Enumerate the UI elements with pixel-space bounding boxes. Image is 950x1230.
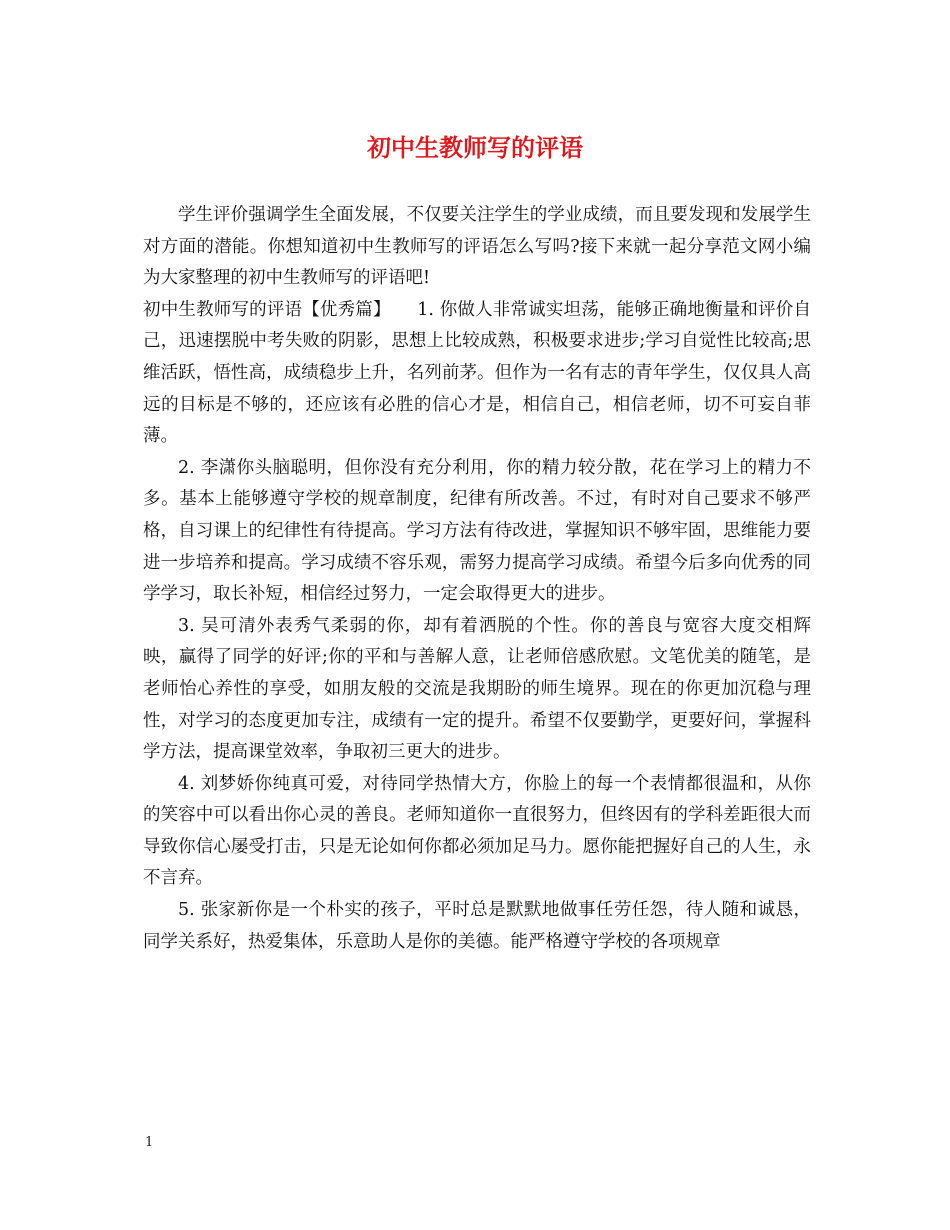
intro-paragraph: 学生评价强调学生全面发展，不仅要关注学生的学业成绩，而且要发现和发展学生对方面的潜能。你想知道初中生教师写的评语怎么写吗?接下来就一起分享范文网小编为大家整理的初中生教师写的评语吧! bbox=[143, 205, 811, 289]
comment-paragraph-5: 5. 张家新你是一个朴实的孩子，平时总是默默地做事任劳任怨，待人随和诚恳，同学关系好，热爱集体，乐意助人是你的美德。能严格遵守学校的各项规章 bbox=[143, 900, 811, 952]
comment-paragraph-3: 3. 吴可清外表秀气柔弱的你，却有着洒脱的个性。你的善良与宽容大度交相辉映，赢得了同学的好评;你的平和与善解人意，让老师倍感欣慰。文笔优美的随笔，是老师怡心养性的享受，如朋友般的交流是我期盼的师生境界。现在的你更加沉稳与理性，对学习的态度更加专注，成绩有一定的提升。希望不仅要勤学，更要好问，掌握科学方法，提高课堂效率，争取初三更大的进步。 bbox=[143, 615, 811, 763]
comment-paragraph-2: 2. 李潇你头脑聪明，但你没有充分利用，你的精力较分散，花在学习上的精力不多。基本上能够遵守学校的规章制度，纪律有所改善。不过，有时对自己要求不够严格，自习课上的纪律性有待提高。学习方法有待改进，掌握知识不够牢固，思维能力要进一步培养和提高。学习成绩不容乐观，需努力提高学习成绩。希望今后多向优秀的同学学习，取长补短，相信经过努力，一定会取得更大的进步。 bbox=[143, 457, 811, 605]
document-body bbox=[143, 200, 811, 958]
page-title: 初中生教师写的评语 bbox=[367, 133, 583, 162]
section-heading-paragraph: 初中生教师写的评语【优秀篇】 1. 你做人非常诚实坦荡，能够正确地衡量和评价自己，迅速摆脱中考失败的阴影，思想上比较成熟，积极要求进步;学习自觉性比较高;思维活跃，悟性高，成绩稳步上升，名列前茅。但作为一名有志的青年学生，仅仅具人高远的目标是不够的，还应该有必胜的信心才是，相信自己，相信老师，切不可妄自菲薄。 bbox=[143, 299, 811, 447]
page-number: 1 bbox=[145, 1135, 154, 1150]
comment-paragraph-4: 4. 刘梦娇你纯真可爱，对待同学热情大方，你脸上的每一个表情都很温和，从你的笑容中可以看出你心灵的善良。老师知道你一直很努力，但终因有的学科差距很大而导致你信心屡受打击，只是无论如何你都必须加足马力。愿你能把握好自己的人生，永不言弃。 bbox=[143, 773, 811, 889]
